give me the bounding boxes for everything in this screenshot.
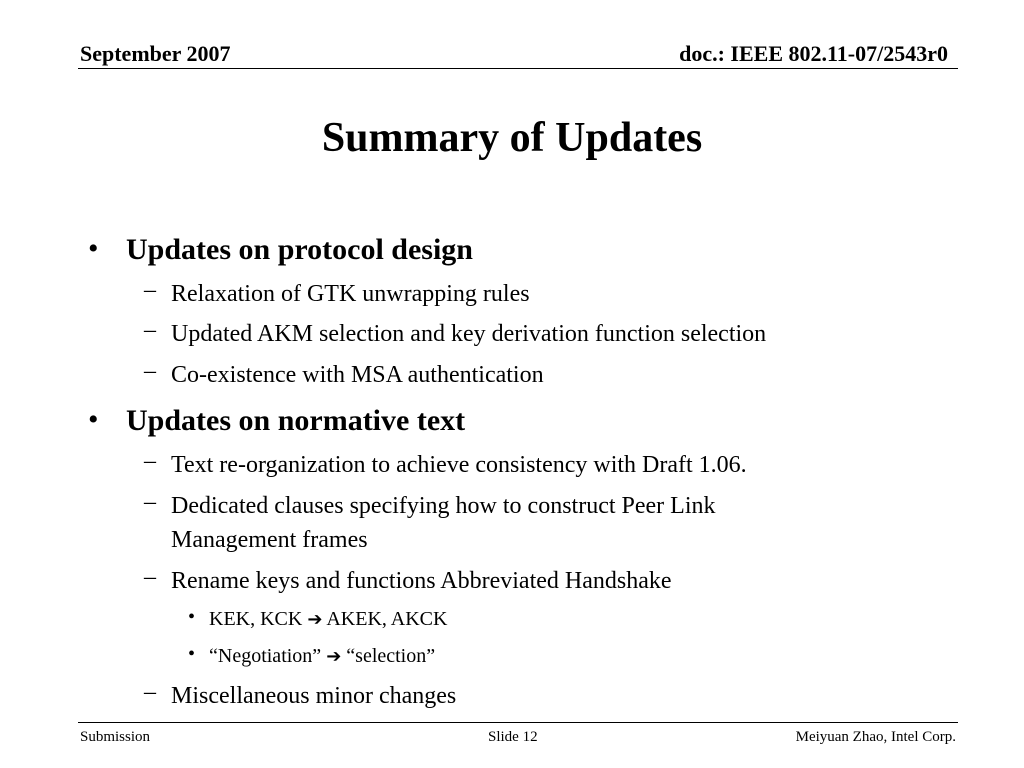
bullet-icon: • [88,232,99,265]
list-item: Updated AKM selection and key derivation function selection [171,321,767,347]
dash-icon: – [144,448,156,474]
sub-list-item [209,606,447,633]
arrow-right-icon: ➔ [307,609,323,630]
dash-icon: – [144,317,156,343]
footer-submission: Submission [80,729,151,745]
list-item: Relaxation of GTK unwrapping rules [171,281,530,307]
bullet-icon: • [88,403,99,436]
arrow-right-icon: ➔ [326,646,342,667]
sub-list-item [209,643,435,670]
header-doc-id: doc.: IEEE 802.11-07/2543r0 [679,41,948,66]
list-item: Dedicated clauses specifying how to construct Peer Link Management frames [171,493,716,553]
new-key-names: AKEK, AKCK [326,608,448,630]
section-heading-protocol: Updates on protocol design [126,233,473,266]
section-heading-normative: Updates on normative text [126,404,466,437]
footer-author: Meiyuan Zhao, Intel Corp. [795,729,956,745]
dash-icon: – [144,358,156,384]
list-item: Rename keys and functions Abbreviated Handshake [171,568,672,594]
new-function-name: “selection” [346,645,436,667]
list-item: Text re-organization to achieve consistency with Draft 1.06. [171,452,747,478]
slide-title: Summary of Updates [321,115,703,161]
header-date: September 2007 [80,41,231,66]
list-item: Co-existence with MSA authentication [171,362,544,388]
old-key-names: KEK, KCK [209,608,303,630]
footer-slide-number: Slide 12 [488,729,538,745]
bullet-icon: • [188,606,196,628]
header-rule [78,68,958,69]
dash-icon: – [144,564,156,590]
old-function-name: “Negotiation” [209,645,322,667]
bullet-icon: • [188,643,196,665]
footer-rule [78,722,958,723]
dash-icon: – [144,277,156,303]
dash-icon: – [144,489,156,515]
dash-icon: – [144,679,156,705]
list-item: Miscellaneous minor changes [171,683,457,709]
